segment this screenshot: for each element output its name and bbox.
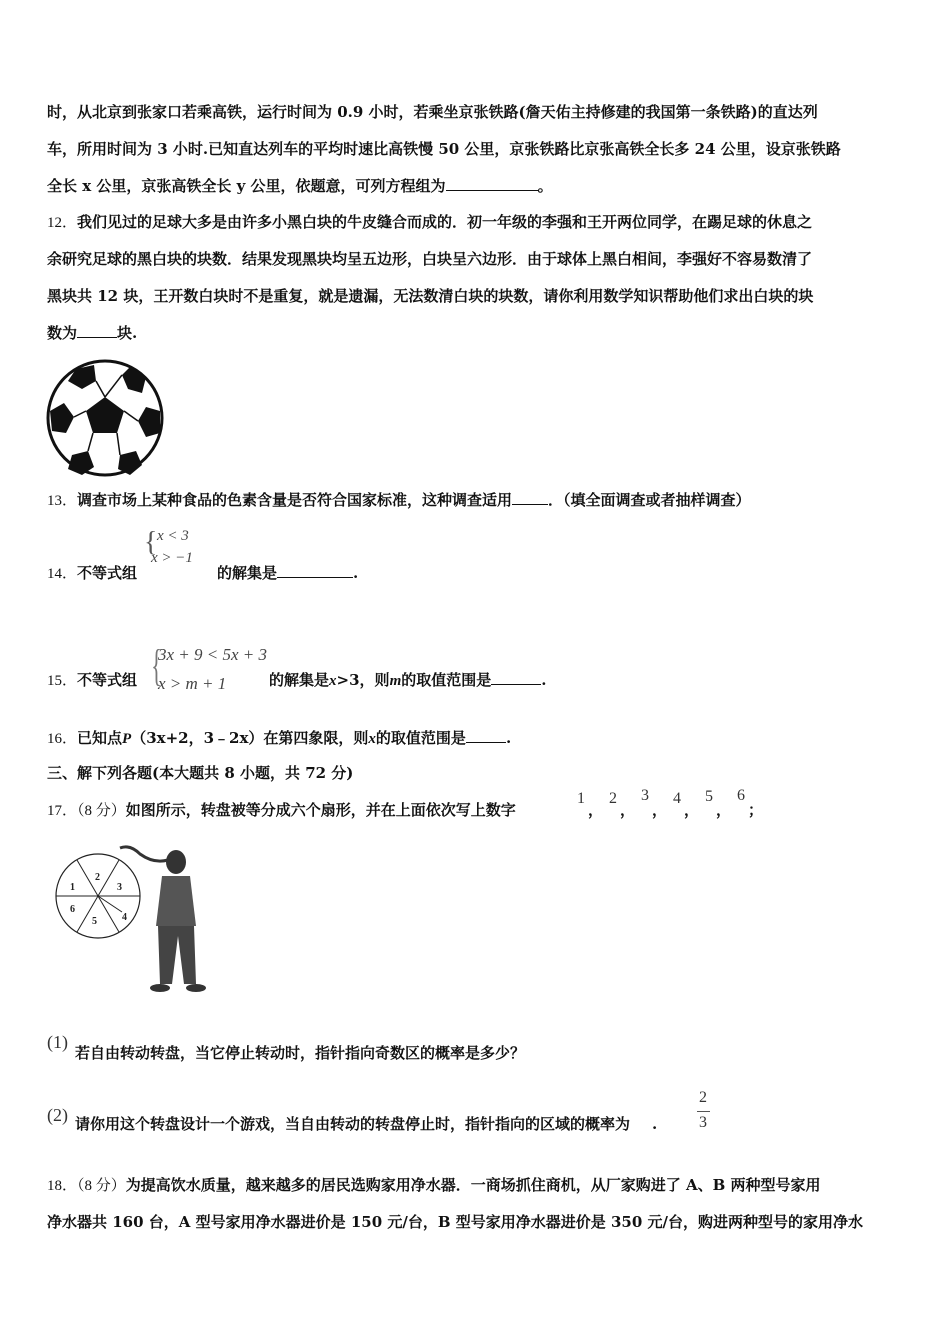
- answer-blank: [466, 728, 506, 743]
- fraction-numerator: 2: [699, 1089, 707, 1106]
- q16-text: 已知点: [77, 729, 123, 747]
- question-number: 12．: [47, 215, 78, 231]
- q15-line: [47, 670, 546, 691]
- answer-blank: [77, 323, 117, 338]
- wheel-sector-6: 6: [70, 904, 75, 915]
- q15-text: 的取值范围是: [401, 671, 492, 689]
- q18-text: 为提高饮水质量，越来越多的居民选购家用净水器．一商场抓住商机，从厂家购进了 A、B 两种型号家用: [125, 1176, 821, 1194]
- fraction-bar: [697, 1111, 710, 1112]
- q16-text: （3x+2，3﹣2x）在第四象限，则: [131, 729, 369, 747]
- separator: ，: [588, 801, 604, 819]
- separator: ，: [652, 801, 668, 819]
- wheel-sector-2: 2: [95, 872, 100, 883]
- part-2-label: (2): [47, 1105, 68, 1125]
- question-number: 13．: [47, 493, 78, 509]
- question-number: 16．: [47, 731, 78, 747]
- spinner-figure: [50, 840, 215, 1000]
- q17-end: .: [652, 1115, 658, 1133]
- q14-text: 的解集是: [217, 564, 278, 582]
- q16-line: [47, 728, 511, 749]
- q15-text: >3，则: [336, 671, 390, 689]
- digit-5: 5: [705, 788, 713, 805]
- wheel-sector-4: 4: [122, 912, 127, 923]
- q16-text: 的取值范围是: [375, 729, 466, 747]
- variable-m: m: [389, 673, 402, 689]
- fraction-denominator: 3: [699, 1114, 707, 1131]
- q15-inequality-2: x > m + 1: [158, 674, 227, 693]
- question-number: 17．: [47, 803, 78, 819]
- brace-icon: {: [151, 641, 162, 690]
- q14-inequality-2: x > −1: [151, 550, 193, 566]
- score: （8 分）: [77, 803, 126, 819]
- q12-line3: 黑块共 12 块，王开数白块时不是重复，就是遗漏，无法数清白块的块数，请你利用数学知识帮助他们求出白块的块: [47, 287, 814, 305]
- part-1-label: (1): [47, 1032, 68, 1052]
- digit-2: 2: [609, 790, 617, 807]
- separator: ，: [620, 801, 636, 819]
- section-heading: 三、解下列各题(本大题共 8 小题，共 72 分): [47, 764, 354, 782]
- digit-4: 4: [673, 790, 681, 807]
- variable-x: x: [368, 731, 376, 747]
- q13-text: 调查市场上某种食品的色素含量是否符合国家标准，这种调查适用: [77, 491, 513, 509]
- q14-inequality-1: x < 3: [157, 528, 189, 544]
- separator: ，: [684, 801, 700, 819]
- q11-text: 全长 x 公里，京张高铁全长 y 公里，依题意，可列方程组为: [47, 177, 446, 195]
- q16-end: .: [505, 729, 512, 747]
- wheel-sector-5: 5: [92, 916, 97, 927]
- q15-end: .: [541, 671, 547, 689]
- separator: ；: [748, 801, 764, 819]
- q17-part-1: 若自由转动转盘，当它停止转动时，指针指向奇数区的概率是多少？: [75, 1044, 526, 1062]
- digit-1: 1: [577, 790, 585, 807]
- wheel-sector-1: 1: [70, 882, 75, 893]
- q11-line3: [47, 176, 553, 196]
- q12-line4: [47, 323, 137, 343]
- answer-blank: [446, 176, 538, 191]
- wheel-sector-3: 3: [117, 882, 122, 893]
- variable-x: x: [329, 673, 337, 689]
- question-number: 18．: [47, 1178, 78, 1194]
- digit-3: 3: [641, 787, 649, 804]
- q12-line2: 余研究足球的黑白块的块数．结果发现黑块均呈五边形，白块呈六边形．由于球体上黑白相间，李强好不容易数清了: [47, 250, 813, 268]
- answer-blank: [512, 490, 548, 505]
- answer-blank: [277, 563, 353, 578]
- q12-end: 块.: [117, 324, 138, 342]
- q15-inequality-1: 3x + 9 < 5x + 3: [158, 645, 268, 664]
- q15-text: 的解集是: [269, 671, 330, 689]
- q15-text: 不等式组: [77, 671, 138, 689]
- q14-end: .: [353, 564, 359, 582]
- q13-line: [47, 490, 751, 511]
- q17-line: [47, 800, 516, 821]
- q11-end: 。: [537, 177, 553, 195]
- digit-6: 6: [737, 787, 745, 804]
- answer-blank: [491, 670, 541, 685]
- score: （8 分）: [77, 1178, 126, 1194]
- q11-line2: 车，所用时间为 3 小时.已知直达列车的平均时速比高铁慢 50 公里，京张铁路比京张高铁全长多 24 公里，设京张铁路: [47, 140, 841, 158]
- q18-line1: [47, 1175, 821, 1196]
- q13-end: ．（填全面调查或者抽样调查）: [548, 491, 751, 509]
- q12-text: 数为: [47, 324, 78, 342]
- soccer-ball-image: [46, 359, 164, 477]
- q18-line2: 净水器共 160 台，A 型号家用净水器进价是 150 元/台，B 型号家用净水器进价是 350 元/台，购进两种型号的家用净水: [47, 1213, 863, 1231]
- q12-text: 我们见过的足球大多是由许多小黑白块的牛皮缝合而成的．初一年级的李强和王开两位同学，在踢足球的休息之: [77, 213, 813, 231]
- q14-line: [47, 563, 358, 584]
- q17-part-2: [75, 1114, 657, 1134]
- point-p: P: [122, 731, 132, 747]
- q17-text: 如图所示，转盘被等分成六个扇形，并在上面依次写上数字: [125, 801, 516, 819]
- separator: ，: [716, 801, 732, 819]
- q17-part-2-text: 请你用这个转盘设计一个游戏，当自由转动的转盘停止时，指针指向的区域的概率为: [75, 1115, 631, 1133]
- q14-text: 不等式组: [77, 564, 138, 582]
- question-number: 14．: [47, 566, 78, 582]
- q11-line1: 时，从北京到张家口若乘高铁，运行时间为 0.9 小时，若乘坐京张铁路(詹天佑主持修建的我国第一条铁路)的直达列: [47, 103, 818, 121]
- brace-icon: {: [144, 527, 158, 558]
- question-number: 15．: [47, 673, 78, 689]
- q12-line1: [47, 212, 812, 233]
